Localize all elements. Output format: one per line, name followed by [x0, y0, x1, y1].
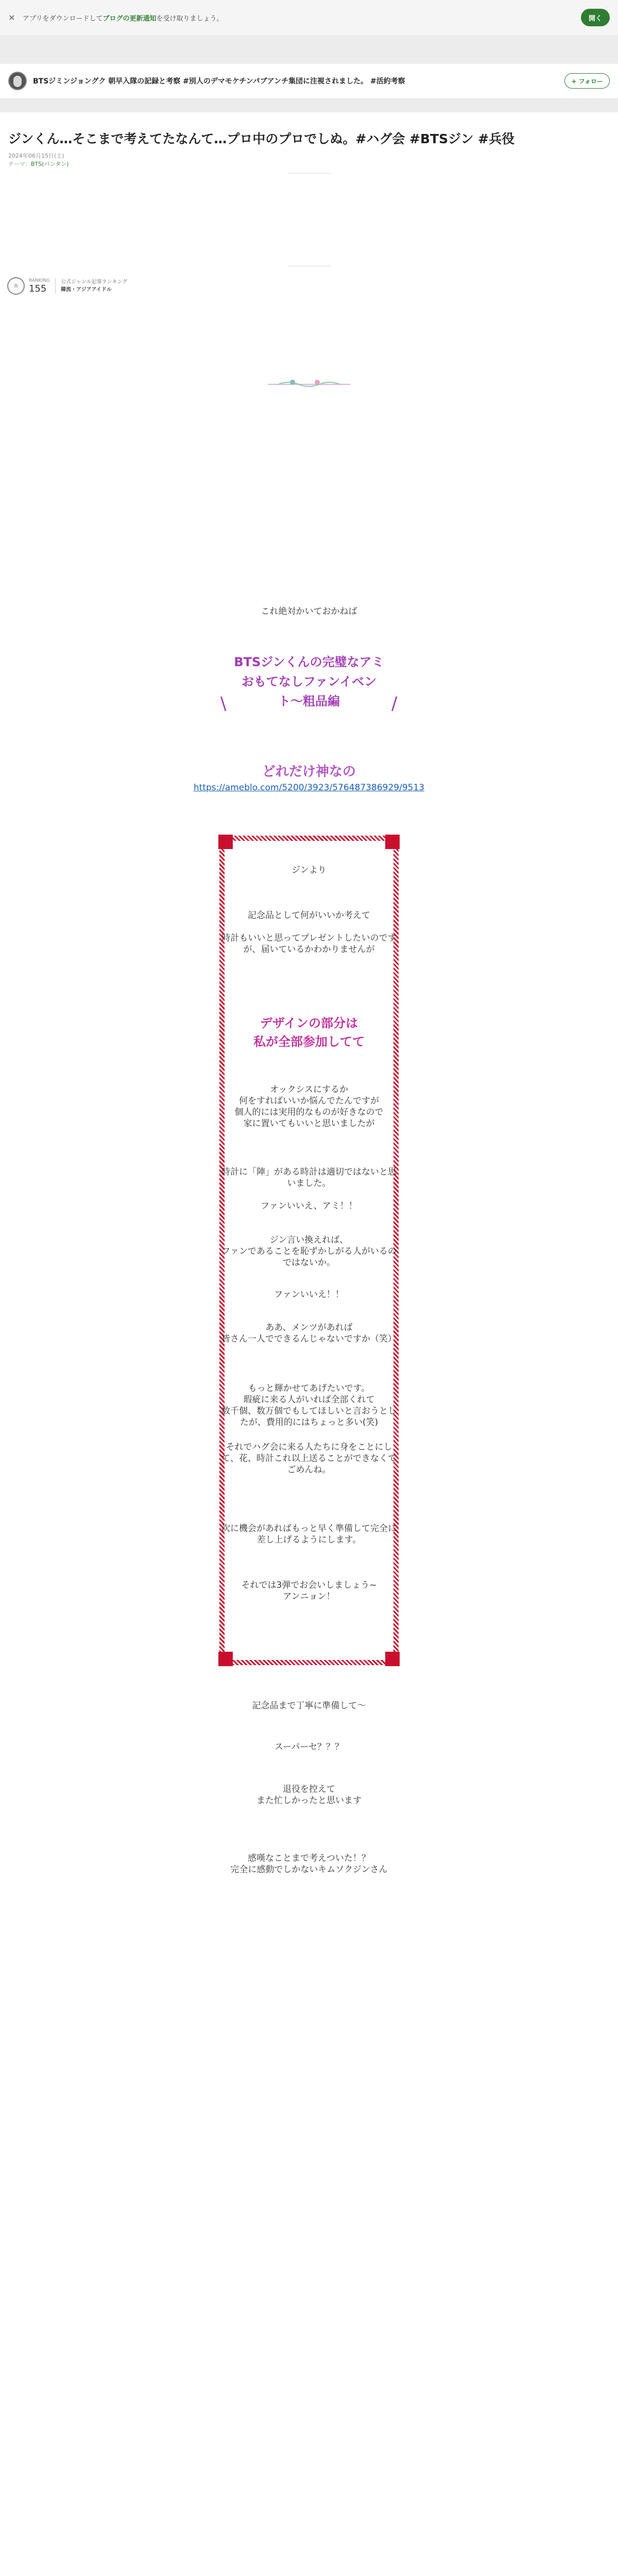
ad-space-sub [0, 98, 618, 112]
frame-text-2-line-2: 時計もいいと思ってプレゼントしたいのです [221, 933, 397, 943]
after-text-3 [154, 1784, 464, 1806]
after-text-2: スーパーセ？？？ [274, 1742, 344, 1752]
frame-corner-bl [218, 1652, 233, 1666]
article-theme [8, 160, 68, 168]
ranking-category-1: 公式ジャンル記事ランキング [61, 279, 128, 285]
headline-line-1: BTSジンくんの完璧なアミ [234, 655, 384, 669]
frame-text-2 [154, 910, 464, 955]
blog-header [0, 64, 618, 98]
frame-text-11-line-2: 差し上げるようにします。 [256, 1535, 362, 1545]
headline-line-2: おもてなしファンイベン [241, 674, 377, 689]
frame-emphasis [154, 1014, 464, 1051]
frame-text-10 [154, 1442, 464, 1476]
frame-text-4-line-1: 時計に「陣」がある時計は適切ではないと思 [221, 1167, 397, 1177]
after-text-4-line-2: 完全に感動でしかないキムソクジンさん [230, 1865, 388, 1875]
frame-text-6 [154, 1234, 464, 1268]
question-text: どれだけ神なの [262, 764, 356, 779]
frame-text-10-line-1: それでハグ会に来る人たちに身をことにし [226, 1442, 392, 1452]
after-text-4-line-1: 感嘆なことまで考えついた！？ [248, 1853, 370, 1863]
frame-corner-tr [385, 835, 400, 849]
follow-button[interactable]: + フォロー [564, 73, 610, 89]
slash-left: \ [220, 693, 227, 714]
frame-text-6-line-1: ジン言い換えれば、 [269, 1235, 349, 1245]
intro-text: これ絶対かいておかねば [261, 606, 357, 617]
after-text-3-line-1: 退役を控えて [283, 1784, 335, 1794]
frame-text-1: ジンより [291, 865, 327, 875]
after-text-1: 記念品まで丁寧に準備して〜 [252, 1701, 366, 1711]
app-banner-message [23, 13, 581, 23]
external-link-text[interactable]: https://ameblo.com/5200/3923/576487386929/9513 [193, 783, 425, 793]
frame-text-6-line-3: ではないか。 [283, 1258, 335, 1268]
app-banner-message-after: を受け取りましょう。 [156, 14, 224, 23]
frame-text-9 [154, 1383, 464, 1428]
headline-line-3: ト〜粗品編 [278, 694, 340, 708]
theme-prefix: テーマ： [8, 161, 31, 167]
frame-text-9-line-2: 瑕疵に来る人がいれば全部くれて [243, 1395, 375, 1405]
frame-text-3-line-3: 個人的には実用的なものが好きなので [234, 1107, 384, 1117]
article-title: ジンくん…そこまで考えてたなんて…プロ中のプロでしぬ。#ハグ会 #BTSジン #兵役 [8, 131, 515, 146]
ranking-separator [55, 278, 56, 294]
frame-text-8 [154, 1322, 464, 1345]
headline [154, 652, 464, 711]
crown-icon: ♔ [7, 277, 25, 295]
frame-text-4-line-2: いました。 [287, 1178, 331, 1189]
ranking-number: 155 [29, 283, 47, 294]
frame-text-9-line-4: たが、費用的にはちょっと多い(笑) [239, 1417, 379, 1428]
ranking-category-2: 韓流・アジアアイドル [61, 287, 112, 293]
frame-text-9-line-1: もっと輝かせてあげたいです。 [248, 1383, 370, 1394]
theme-link[interactable]: BTS(バンタン) [31, 161, 69, 167]
app-banner-message-highlight: ブログの更新通知 [102, 14, 157, 23]
decorative-line-icon [268, 377, 350, 389]
frame-text-2-line-3: が、届いているかわかりませんが [243, 944, 375, 955]
article-date: 2024年06月15日(土) [8, 152, 64, 159]
frame-text-10-line-3: ごめんね。 [287, 1465, 331, 1475]
app-download-banner [0, 0, 618, 35]
frame-text-4 [154, 1166, 464, 1189]
divider-top [287, 173, 331, 174]
frame-text-12 [154, 1580, 464, 1602]
frame-text-10-line-2: て、花、時計これ以上送ることができなくて [221, 1453, 397, 1464]
blog-avatar[interactable] [8, 72, 27, 90]
frame-text-3-line-1: オックシスにするか [270, 1084, 348, 1095]
external-link[interactable] [154, 782, 464, 793]
frame-text-7: ファンいいえ！！ [274, 1290, 344, 1300]
app-banner-message-before: アプリをダウンロードして [23, 14, 103, 23]
frame-text-8-line-1: ああ、メンツがあれば [265, 1323, 353, 1333]
frame-emphasis-line-2: 私が全部参加してて [253, 1035, 365, 1049]
frame-text-3-line-4: 家に置いてもいいと思いましたが [243, 1118, 375, 1129]
ad-space-top [0, 35, 618, 64]
frame-text-12-line-1: それでは3弾でお会いしましょう~ [241, 1580, 377, 1590]
slash-right: / [391, 693, 398, 714]
frame-text-9-line-3: 数千個、数万個でもしてほしいと言おうとし [221, 1406, 397, 1416]
ranking-block[interactable] [7, 277, 127, 295]
after-text-4 [154, 1853, 464, 1875]
after-text-3-line-2: また忙しかったと思います [256, 1795, 362, 1806]
frame-text-5: ファンいいえ、アミ！！ [261, 1201, 357, 1211]
frame-corner-tl [218, 835, 233, 849]
frame-text-3-line-2: 何をすればいいか悩んでたんですが [239, 1096, 379, 1106]
frame-emphasis-line-1: デザインの部分は [260, 1016, 358, 1030]
blog-title[interactable]: BTSジミンジョングク 朝早入隊の記録と考察 #別人のデマモケチンパブアンチ集団に注視されました。 #活約考察 [33, 77, 405, 86]
frame-text-11-line-1: 次に機会があればもっと早く準備して完全に [221, 1523, 397, 1534]
frame-text-11 [154, 1523, 464, 1546]
frame-text-6-line-2: ファンであることを恥ずかしがる人がいるの [221, 1246, 397, 1257]
frame-text-12-line-2: アンニョン！ [283, 1591, 335, 1602]
frame-text-2-line-1: 記念品として何がいいか考えて [248, 910, 370, 921]
frame-text-3 [154, 1084, 464, 1129]
close-icon[interactable]: ✕ [8, 12, 15, 23]
open-app-button[interactable]: 開く [581, 9, 610, 26]
ranking-label: RANKING [29, 278, 50, 283]
frame-text-8-line-2: 皆さん一人でできるんじゃないですか（笑） [221, 1334, 397, 1344]
frame-corner-br [385, 1652, 400, 1666]
